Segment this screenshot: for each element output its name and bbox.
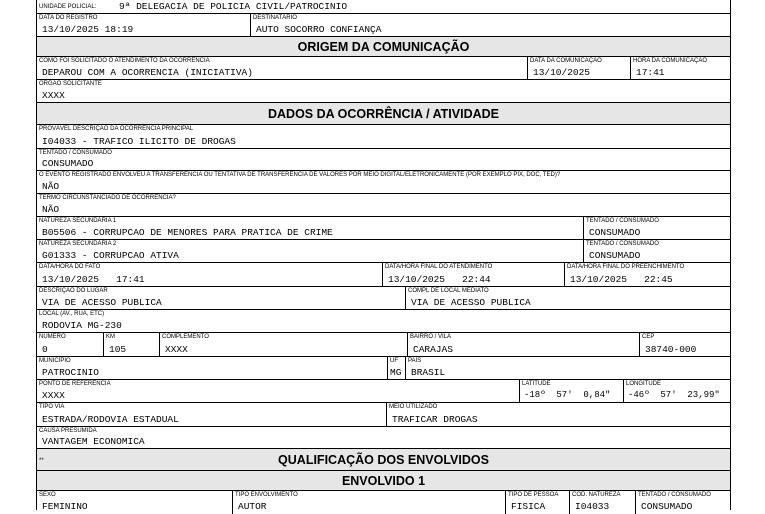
origem-title: ORIGEM DA COMUNICAÇÃO xyxy=(297,40,470,54)
bairro-cell xyxy=(407,333,639,356)
natureza-2-1-label: NATUREZA SECUNDÁRIA 1 xyxy=(39,218,117,224)
unidade-row xyxy=(37,0,730,14)
local-row xyxy=(37,310,730,333)
natureza-2-1-tc-value: CONSUMADO xyxy=(589,227,641,238)
envolvido-1-row xyxy=(37,491,730,514)
numero-value: 0 xyxy=(42,344,48,355)
tipo-pessoa-cell xyxy=(505,491,569,514)
orgao-row xyxy=(37,80,730,103)
tipo-via-value: ESTRADA/RODOVIA ESTADUAL xyxy=(42,414,179,425)
tipo-envolvimento-value: AUTOR xyxy=(238,501,267,512)
km-label: KM xyxy=(106,334,115,340)
data-comunicacao-value: 13/10/2025 xyxy=(533,67,591,78)
provavel-label: PROVÁVEL DESCRIÇÃO DA OCORRÊNCIA PRINCIPAL xyxy=(39,126,194,132)
municipio-row xyxy=(37,357,730,380)
km-value: 105 xyxy=(109,344,127,355)
pais-cell xyxy=(405,357,730,379)
tentado-row xyxy=(37,149,730,171)
cod-natureza-label: CÓD. NATUREZA xyxy=(572,492,621,498)
meio-label: MEIO UTILIZADO xyxy=(389,404,438,410)
natureza-2-2-label: NATUREZA SECUNDÁRIA 2 xyxy=(39,241,117,247)
numero-label: NÚMERO xyxy=(39,334,66,340)
referencia-cell xyxy=(37,380,519,402)
causa-label: CAUSA PRESUMIDA xyxy=(39,428,97,434)
dados-section-header xyxy=(37,103,730,125)
cep-label: CEP xyxy=(642,334,655,340)
provavel-row xyxy=(37,125,730,149)
hora-comunicacao-cell xyxy=(630,57,730,79)
pais-label: PAÍS xyxy=(408,358,422,364)
destinatario-cell xyxy=(250,14,730,36)
termo-value: NÃO xyxy=(42,204,60,215)
bairro-label: BAIRRO / VILA xyxy=(410,334,452,340)
cep-cell xyxy=(639,333,730,356)
pix-row xyxy=(37,171,730,194)
referencia-value: XXXX xyxy=(42,390,65,401)
fato-label: DATA/HORA DO FATO xyxy=(39,264,101,270)
pais-value: BRASIL xyxy=(411,367,446,378)
data-registro-cell xyxy=(37,14,250,36)
footnote-mark: ** xyxy=(39,458,44,464)
data-comunicacao-label: DATA DA COMUNICAÇÃO xyxy=(530,58,602,64)
lugar-row xyxy=(37,287,730,310)
tipo-envolvimento-cell xyxy=(232,491,505,514)
longitude-cell xyxy=(623,380,730,402)
envolvido-tc-label: TENTADO / CONSUMADO xyxy=(638,492,711,498)
bairro-value: CARAJAS xyxy=(413,344,453,355)
complemento-cell xyxy=(159,333,407,356)
natureza-2-1-cell xyxy=(37,217,583,239)
meio-cell xyxy=(386,403,730,426)
km-cell xyxy=(103,333,159,356)
tipo-pessoa-value: FISICA xyxy=(511,501,546,512)
como-value: DEPAROU COM A OCORRENCIA (INICIATIVA) xyxy=(42,67,253,78)
latitude-cell xyxy=(519,380,623,402)
envolvido-tc-cell xyxy=(635,491,730,514)
numero-cell xyxy=(37,333,103,356)
municipio-value: PATROCINIO xyxy=(42,367,100,378)
data-comunicacao-cell xyxy=(527,57,630,79)
natureza-2-2-cell xyxy=(37,240,583,262)
orgao-value: XXXX xyxy=(42,90,65,101)
como-label: COMO FOI SOLICITADO O ATENDIMENTO DA OCORRÊNCIA xyxy=(39,58,210,64)
dados-title: DADOS DA OCORRÊNCIA / ATIVIDADE xyxy=(267,107,500,121)
destinatario-value: AUTO SOCORRO CONFIANÇA xyxy=(256,24,382,35)
natureza-2-1-tc-label: TENTADO / CONSUMADO xyxy=(586,218,659,224)
natureza-2-1-tc-cell xyxy=(583,217,730,239)
tentado-value: CONSUMADO xyxy=(42,158,94,169)
uf-value: MG xyxy=(390,367,402,378)
final-atendimento-value: 13/10/2025 22:44 xyxy=(388,274,491,285)
tipo-via-cell xyxy=(37,403,386,426)
lugar-cell xyxy=(37,287,405,309)
occurrence-report-sheet xyxy=(36,0,731,510)
tipo-via-row xyxy=(37,403,730,427)
pix-label: O EVENTO REGISTRADO ENVOLVEU A TRANSFERÊNCIA OU TENTATIVA DE TRANSFERÊNCIA DE VALORES POR MEIO DIGITAL/ELETRONICAMENTE (POR EXEMPLO PIX, DOC, TED)? xyxy=(39,172,561,178)
natureza-2-1-value: B05506 - CORRUPCAO DE MENORES PARA PRATICA DE CRIME xyxy=(42,227,333,238)
unidade-value: 9ª DELEGACIA DE POLICIA CIVIL/PATROCINIO xyxy=(119,1,348,12)
data-registro-label: DATA DO REGISTRO xyxy=(39,15,98,21)
natureza-2-2-row xyxy=(37,240,730,263)
uf-label: UF xyxy=(390,358,398,364)
referencia-label: PONTO DE REFERÊNCIA xyxy=(39,381,111,387)
meio-value: TRAFICAR DROGAS xyxy=(392,414,478,425)
natureza-2-2-tc-cell xyxy=(583,240,730,262)
latitude-label: LATITUDE xyxy=(522,381,551,387)
compl-lugar-value: VIA DE ACESSO PUBLICA xyxy=(411,297,531,308)
final-preenchimento-cell xyxy=(564,263,730,286)
local-value: RODOVIA MG-230 xyxy=(42,320,122,331)
termo-label: TERMO CIRCUNSTANCIADO DE OCORRÊNCIA? xyxy=(39,195,176,201)
final-atendimento-cell xyxy=(382,263,564,286)
tentado-label: TENTADO / CONSUMADO xyxy=(39,150,112,156)
qualificacao-section-header xyxy=(37,449,730,471)
tipo-via-label: TIPO VIA xyxy=(39,404,65,410)
compl-lugar-cell xyxy=(405,287,730,309)
compl-lugar-label: COMPL DE LOCAL MEDIATO xyxy=(408,288,489,294)
como-cell xyxy=(37,57,527,79)
destinatario-label: DESTINATÁRIO xyxy=(253,15,297,21)
cod-natureza-cell xyxy=(569,491,635,514)
fato-cell xyxy=(37,263,382,286)
referencia-row xyxy=(37,380,730,403)
municipio-label: MUNICÍPIO xyxy=(39,358,71,364)
final-preenchimento-label: DATA/HORA FINAL DO PREENCHIMENTO xyxy=(567,264,685,270)
envolvido-tc-value: CONSUMADO xyxy=(641,501,693,512)
lugar-value: VIA DE ACESSO PUBLICA xyxy=(42,297,162,308)
registro-row xyxy=(37,14,730,37)
fato-value: 13/10/2025 17:41 xyxy=(42,274,145,285)
latitude-value: -18º 57' 0,84" xyxy=(524,390,611,400)
hora-comunicacao-label: HORA DA COMUNICAÇÃO xyxy=(633,58,708,64)
sexo-label: SEXO xyxy=(39,492,56,498)
lugar-label: DESCRIÇÃO DO LUGAR xyxy=(39,288,108,294)
cod-natureza-value: I04033 xyxy=(575,501,610,512)
uf-cell xyxy=(387,357,405,379)
unidade-label: UNIDADE POLICIAL: xyxy=(39,4,97,10)
causa-row xyxy=(37,427,730,449)
termo-row xyxy=(37,194,730,217)
tipo-pessoa-label: TIPO DE PESSOA xyxy=(508,492,559,498)
data-registro-value: 13/10/2025 18:19 xyxy=(42,24,134,35)
natureza-2-1-row xyxy=(37,217,730,240)
sexo-value: FEMININO xyxy=(42,501,88,512)
envolvido-1-header xyxy=(37,471,730,491)
longitude-value: -46º 57' 23,99" xyxy=(628,390,720,400)
provavel-value: I04033 - TRAFICO ILICITO DE DROGAS xyxy=(42,136,236,147)
natureza-2-2-value: G01333 - CORRUPCAO ATIVA xyxy=(42,250,179,261)
origem-section-header xyxy=(37,37,730,57)
pix-value: NÃO xyxy=(42,181,60,192)
causa-value: VANTAGEM ECONOMICA xyxy=(42,436,145,447)
envolvido-1-title: ENVOLVIDO 1 xyxy=(341,474,426,488)
complemento-label: COMPLEMENTO xyxy=(162,334,209,340)
final-atendimento-label: DATA/HORA FINAL DO ATENDIMENTO xyxy=(385,264,493,270)
natureza-2-2-tc-label: TENTADO / CONSUMADO xyxy=(586,241,659,247)
origem-row xyxy=(37,57,730,80)
orgao-label: ÓRGÃO SOLICITANTE xyxy=(39,81,102,87)
sexo-cell xyxy=(37,491,232,514)
datas-row xyxy=(37,263,730,287)
natureza-2-2-tc-value: CONSUMADO xyxy=(589,250,641,261)
hora-comunicacao-value: 17:41 xyxy=(636,67,665,78)
complemento-value: XXXX xyxy=(165,344,188,355)
cep-value: 38740-000 xyxy=(645,344,697,355)
municipio-cell xyxy=(37,357,387,379)
qualificacao-title: QUALIFICAÇÃO DOS ENVOLVIDOS xyxy=(278,453,489,467)
tipo-envolvimento-label: TIPO ENVOLVIMENTO xyxy=(235,492,298,498)
local-label: LOCAL (AV., RUA, ETC) xyxy=(39,311,105,317)
longitude-label: LONGITUDE xyxy=(626,381,662,387)
final-preenchimento-value: 13/10/2025 22:45 xyxy=(570,274,673,285)
endereco-row xyxy=(37,333,730,357)
